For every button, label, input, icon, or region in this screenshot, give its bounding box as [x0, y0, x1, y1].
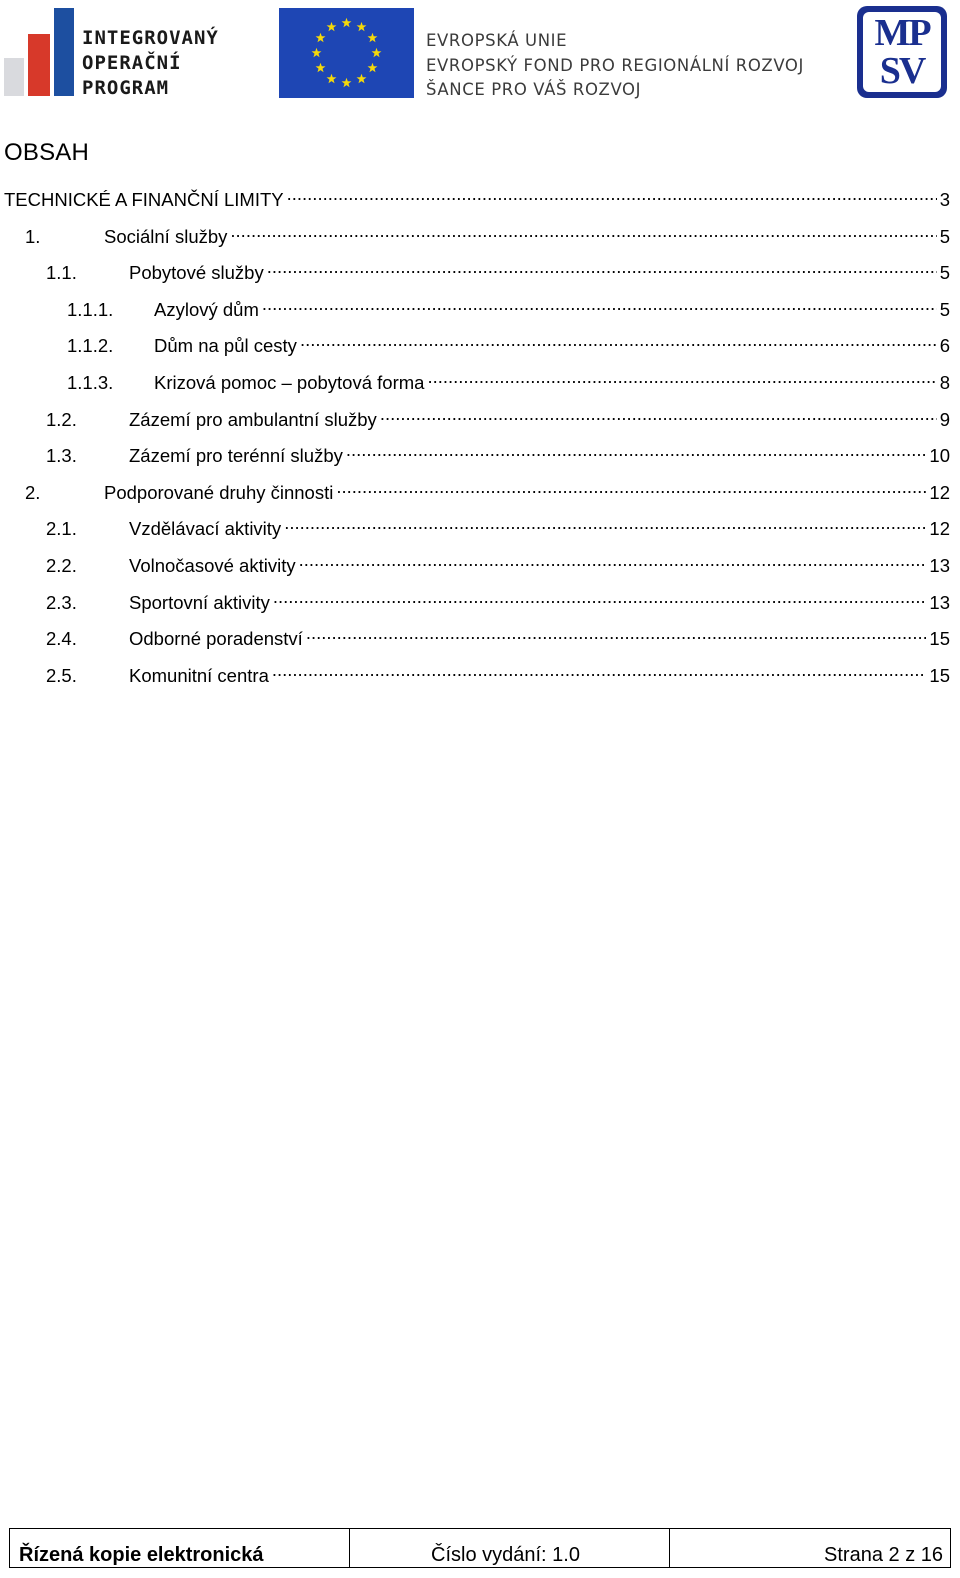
toc-entry-leader	[284, 511, 926, 535]
toc-entry-leader	[273, 585, 927, 609]
eu-star-icon	[368, 33, 378, 42]
toc-entry[interactable]	[46, 621, 950, 649]
eu-flag-logo	[279, 8, 414, 98]
eu-star-icon	[357, 74, 367, 83]
toc-entry-page: 15	[929, 665, 950, 686]
eu-star-icon	[316, 33, 326, 42]
iop-logo-line: PROGRAM	[82, 77, 170, 99]
toc-entry-leader	[299, 548, 927, 572]
footer-page-number: Strana 2 z 16	[824, 1544, 943, 1566]
toc-entry[interactable]	[46, 585, 950, 613]
toc-entry-leader	[346, 438, 927, 462]
toc-entry-page: 5	[939, 262, 950, 283]
mpsv-logo-line: SV	[879, 50, 925, 92]
toc-entry[interactable]	[46, 255, 950, 283]
toc-entry-leader	[272, 658, 927, 682]
footer-page-cell	[670, 1529, 950, 1567]
iop-logo-line: OPERAČNÍ	[82, 52, 182, 74]
toc-entry-page: 6	[939, 335, 950, 356]
toc-entry-number: 1.1.1.	[67, 299, 114, 320]
toc-entry-leader	[306, 621, 927, 645]
page-footer	[9, 1528, 951, 1568]
toc-entry-page: 10	[929, 445, 950, 466]
toc-entry[interactable]	[67, 292, 950, 320]
toc-entry-page: 12	[929, 518, 950, 539]
toc-entry[interactable]	[46, 548, 950, 576]
toc-entry-label: Sociální služby	[104, 226, 228, 247]
eu-stars-icon	[279, 8, 414, 98]
toc-entry-number: 2.1.	[46, 518, 77, 539]
toc-entry[interactable]	[25, 475, 950, 503]
eu-star-icon	[357, 22, 367, 31]
toc-entry-label: Komunitní centra	[129, 665, 269, 686]
toc-entry-number: 1.2.	[46, 409, 77, 430]
eu-star-icon	[342, 18, 352, 27]
eu-text-line: EVROPSKÝ FOND PRO REGIONÁLNÍ ROZVOJ	[426, 55, 804, 75]
toc-entry-number: 1.1.2.	[67, 335, 114, 356]
toc-entry[interactable]	[4, 182, 950, 210]
eu-text-line: ŠANCE PRO VÁŠ ROZVOJ	[426, 80, 642, 99]
eu-star-icon	[342, 78, 352, 87]
toc-entry-leader	[267, 255, 937, 279]
toc-entry[interactable]	[46, 511, 950, 539]
toc-entry-number: 1.	[25, 226, 41, 247]
footer-copy-type-cell	[10, 1529, 350, 1567]
mpsv-logo-line: MP	[874, 12, 930, 54]
toc-entry-label: Podporované druhy činnosti	[104, 482, 334, 503]
toc-entry-label: TECHNICKÉ A FINANČNÍ LIMITY	[4, 189, 284, 210]
toc-entry-page: 8	[939, 372, 950, 393]
toc-entry-label: Sportovní aktivity	[129, 592, 270, 613]
toc-entry-page: 9	[939, 409, 950, 430]
footer-edition: Číslo vydání: 1.0	[431, 1544, 580, 1566]
mpsv-logo-inner	[863, 12, 941, 92]
page-header	[0, 0, 960, 110]
toc-entry-page: 12	[929, 482, 950, 503]
toc-entry[interactable]	[25, 219, 950, 247]
toc-entry-page: 13	[929, 555, 950, 576]
eu-star-icon	[372, 48, 382, 57]
iop-logo-bar-gray	[4, 58, 24, 96]
toc-entry-number: 2.2.	[46, 555, 77, 576]
toc-entry-leader	[336, 475, 926, 499]
toc-entry[interactable]	[67, 328, 950, 356]
toc-entry-page: 13	[929, 592, 950, 613]
eu-fund-text	[426, 29, 804, 103]
iop-logo-bar-red	[28, 34, 50, 96]
toc-entry[interactable]	[46, 402, 950, 430]
toc-entry-label: Dům na půl cesty	[154, 335, 297, 356]
toc-entry-number: 2.4.	[46, 628, 77, 649]
eu-star-icon	[327, 22, 337, 31]
toc-entry-leader	[380, 402, 937, 426]
toc-entry-label: Azylový dům	[154, 299, 259, 320]
toc-entry-page: 5	[939, 226, 950, 247]
eu-text-line: EVROPSKÁ UNIE	[426, 31, 568, 50]
toc-entry-label: Krizová pomoc – pobytová forma	[154, 372, 425, 393]
toc-entry-page: 3	[939, 189, 950, 210]
toc-entry-number: 1.1.	[46, 262, 77, 283]
toc-entry[interactable]	[67, 365, 950, 393]
eu-star-icon	[327, 74, 337, 83]
toc-entry-label: Vzdělávací aktivity	[129, 518, 282, 539]
toc-entry-label: Zázemí pro terénní služby	[129, 445, 343, 466]
toc-entry-page: 15	[929, 628, 950, 649]
iop-logo-line: INTEGROVANÝ	[82, 27, 219, 49]
footer-copy-type: Řízená kopie elektronická	[19, 1544, 264, 1566]
iop-logo-bar-blue	[54, 8, 74, 96]
toc-entry-leader	[287, 182, 937, 206]
toc-entry-leader	[230, 219, 936, 243]
toc-entry-label: Zázemí pro ambulantní služby	[129, 409, 377, 430]
toc-entry-label: Pobytové služby	[129, 262, 264, 283]
eu-star-icon	[316, 63, 326, 72]
toc-title: OBSAH	[4, 139, 90, 166]
toc-entry-number: 1.3.	[46, 445, 77, 466]
toc-entry[interactable]	[46, 658, 950, 686]
toc-entry[interactable]	[46, 438, 950, 466]
toc-entry-page: 5	[939, 299, 950, 320]
toc-entry-number: 2.	[25, 482, 41, 503]
toc-entry-leader	[300, 328, 937, 352]
eu-star-icon	[312, 48, 322, 57]
footer-edition-cell	[350, 1529, 670, 1567]
eu-star-icon	[368, 63, 378, 72]
toc-entry-number: 2.5.	[46, 665, 77, 686]
toc-entry-label: Volnočasové aktivity	[129, 555, 296, 576]
toc-entry-number: 1.1.3.	[67, 372, 114, 393]
toc-entry-number: 2.3.	[46, 592, 77, 613]
iop-logo-text	[82, 26, 219, 101]
iop-logo	[4, 8, 244, 100]
mpsv-logo	[857, 6, 947, 98]
toc-entry-leader	[427, 365, 936, 389]
toc-entry-leader	[262, 292, 937, 316]
toc-entry-label: Odborné poradenství	[129, 628, 303, 649]
